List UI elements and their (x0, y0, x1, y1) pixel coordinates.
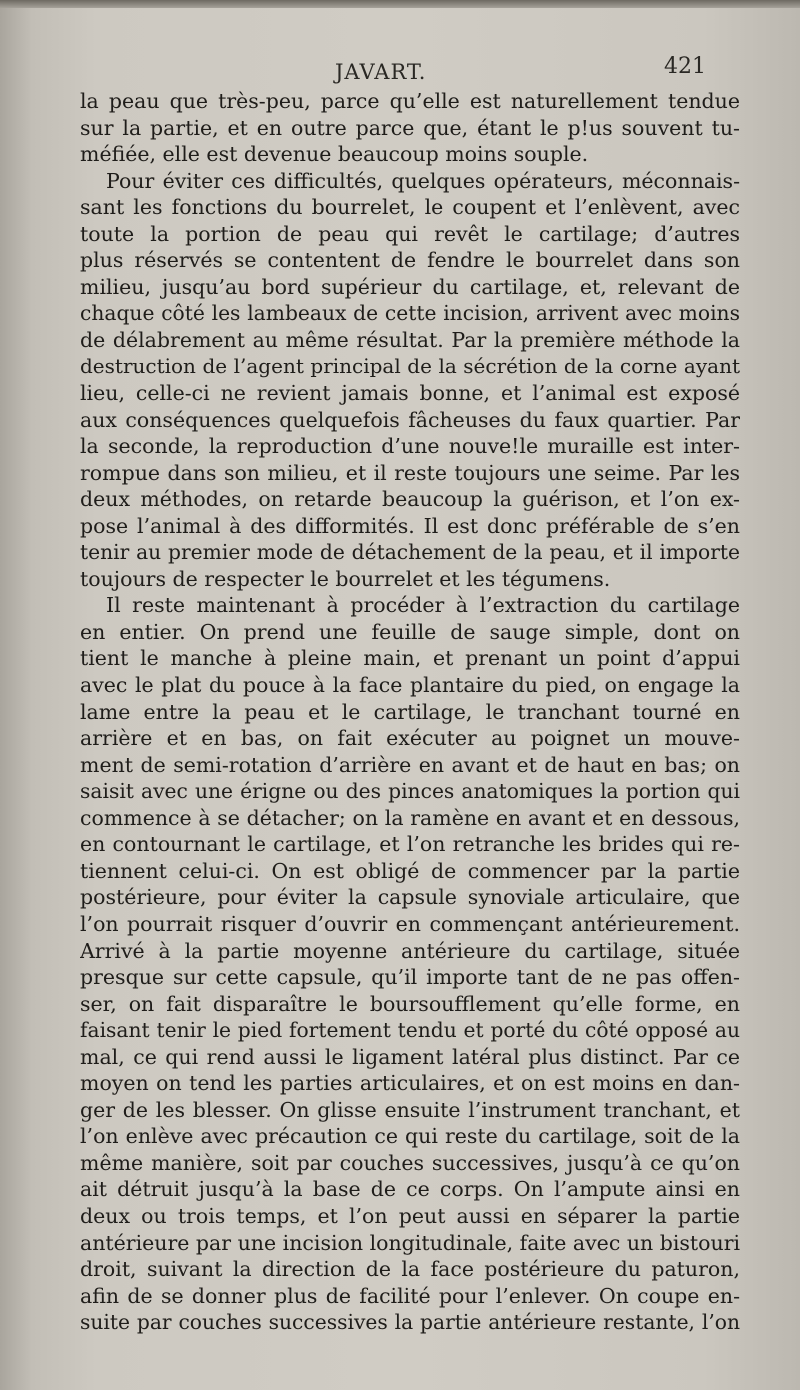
text-line: méfiée, elle est devenue beaucoup moins souple. (80, 142, 589, 167)
text-line: ait détruit jusqu’à la base de ce corps. On l’ampute ainsi en (80, 1177, 740, 1202)
text-line: même manière, soit par couches successives, jusqu’à ce qu’on (80, 1150, 740, 1175)
page-header (0, 52, 800, 92)
text-line: plus réservés se contentent de fendre le bourrelet dans son (80, 248, 740, 273)
text-line: Arrivé à la partie moyenne antérieure du cartilage, située (80, 938, 740, 963)
text-line: mal, ce qui rend aussi le ligament latéral plus distinct. Par ce (80, 1044, 740, 1069)
text-line: toute la portion de peau qui revêt le cartilage; d’autres (80, 221, 740, 246)
text-line: saisit avec une érigne ou des pinces anatomiques la portion qui (80, 779, 740, 804)
text-line: avec le plat du pouce à la face plantaire du pied, on engage la (80, 673, 740, 698)
text-line: aux conséquences quelquefois fâcheuses du faux quartier. Par (80, 407, 740, 432)
text-line: lieu, celle-ci ne revient jamais bonne, et l’animal est exposé (80, 381, 740, 406)
text-line: rompue dans son milieu, et il reste toujours une seime. Par les (80, 460, 740, 485)
text-line: ment de semi-rotation d’arrière en avant et de haut en bas; on (80, 752, 740, 777)
page-top-edge (0, 0, 800, 8)
text-line: la peau que très-peu, parce qu’elle est naturellement tendue (80, 89, 740, 113)
text-line: Il reste maintenant à procéder à l’extraction du cartilage (106, 593, 740, 618)
text-line: commence à se détacher; on la ramène en avant et en dessous, (80, 805, 740, 830)
text-line: de délabrement au même résultat. Par la première méthode la (80, 327, 740, 352)
text-line: ser, on fait disparaître le boursoufflement qu’elle forme, en (80, 991, 740, 1016)
text-line: ger de les blesser. On glisse ensuite l’instrument tranchant, et (80, 1097, 740, 1122)
text-line: l’on pourrait risquer d’ouvrir en commençant antérieurement. (80, 911, 740, 936)
text-line: tiennent celui-ci. On est obligé de commencer par la partie (80, 858, 740, 883)
text-line: tient le manche à pleine main, et prenant un point d’appui (80, 646, 740, 671)
text-line: moyen on tend les parties articulaires, et on est moins en dan- (80, 1071, 740, 1096)
text-line: milieu, jusqu’au bord supérieur du cartilage, et, relevant de (80, 274, 740, 299)
text-line: en entier. On prend une feuille de sauge simple, dont on (80, 619, 740, 644)
text-line: afin de se donner plus de facilité pour l’enlever. On coupe en- (80, 1283, 740, 1308)
text-line: toujours de respecter le bourrelet et les tégumens. (80, 566, 611, 591)
text-line: deux ou trois temps, et l’on peut aussi en séparer la partie (80, 1203, 740, 1228)
text-line: lame entre la peau et le cartilage, le tranchant tourné en (80, 699, 740, 724)
text-line: pose l’animal à des difformités. Il est donc préférable de s’en (80, 513, 740, 538)
text-line: tenir au premier mode de détachement de la peau, et il importe (80, 540, 740, 565)
text-line: postérieure, pour éviter la capsule synoviale articulaire, que (80, 885, 740, 910)
text-line: deux méthodes, on retarde beaucoup la guérison, et l’on ex- (80, 487, 740, 512)
text-line: chaque côté les lambeaux de cette incision, arrivent avec moins (80, 301, 740, 326)
text-line: sur la partie, et en outre parce que, étant le p!us souvent tu- (80, 115, 740, 140)
running-title: JAVART. (335, 60, 427, 84)
text-line: en contournant le cartilage, et l’on retranche les brides qui re- (80, 832, 740, 857)
text-line: la seconde, la reproduction d’une nouve!le muraille est inter- (80, 434, 740, 459)
text-line: presque sur cette capsule, qu’il importe tant de ne pas offen- (80, 965, 740, 990)
text-line: destruction de l’agent principal de la sécrétion de la corne ayant (80, 354, 740, 379)
body-text (80, 88, 740, 1336)
text-line: arrière et en bas, on fait exécuter au poignet un mouve- (80, 726, 740, 751)
text-line: l’on enlève avec précaution ce qui reste du cartilage, soit de la (80, 1124, 740, 1149)
text-line: faisant tenir le pied fortement tendu et porté du côté opposé au (80, 1018, 740, 1043)
text-line: sant les fonctions du bourrelet, le coupent et l’enlèvent, avec (80, 195, 740, 220)
text-line: suite par couches successives la partie antérieure restante, l’on (80, 1310, 740, 1335)
text-line: antérieure par une incision longitudinale, faite avec un bistouri (80, 1230, 740, 1255)
text-line: droit, suivant la direction de la face postérieure du paturon, (80, 1257, 740, 1282)
page-number: 421 (664, 54, 706, 79)
text-line: Pour éviter ces difficultés, quelques opérateurs, méconnais- (106, 168, 740, 193)
